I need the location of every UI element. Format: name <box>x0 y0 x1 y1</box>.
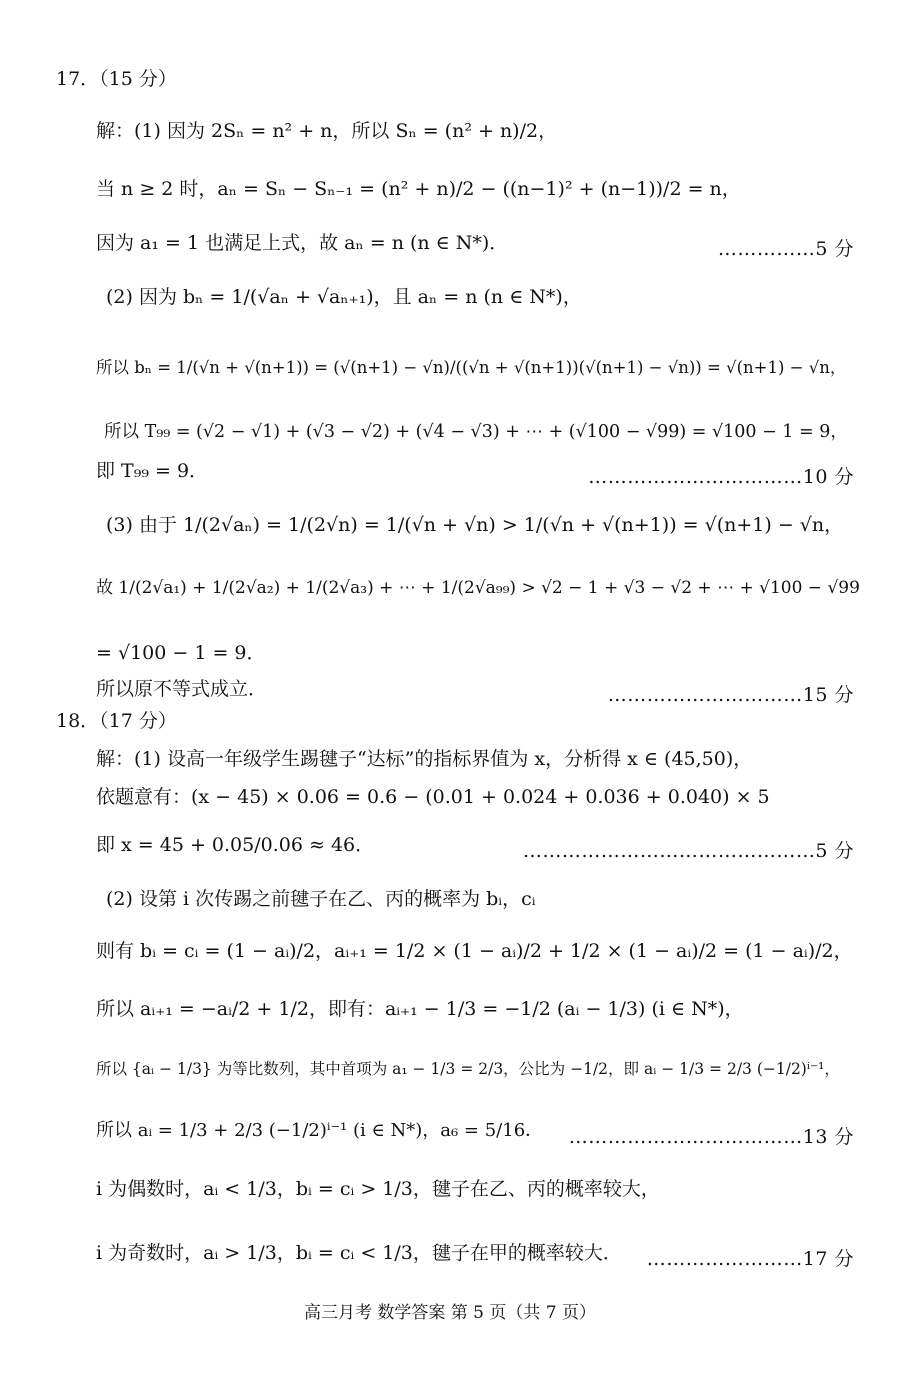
solution-text: 依题意有：(x − 45) × 0.06 = 0.6 − (0.01 + 0.024 + 0.036 + 0.040) × 5 <box>96 786 770 808</box>
solution-text: 所以 aᵢ₊₁ = −aᵢ/2 + 1/2，即有：aᵢ₊₁ − 1/3 = −1/2 (aᵢ − 1/3) (i ∈ N*)， <box>96 998 744 1020</box>
solution-text: i 为偶数时，aᵢ < 1/3，bᵢ = cᵢ > 1/3，毽子在乙、丙的概率较大， <box>96 1178 660 1200</box>
solution-text: 解：(1) 设高一年级学生踢毽子“达标”的指标界值为 x，分析得 x ∈ (45,50)， <box>96 748 753 770</box>
score-marker: ……………………17 分 <box>646 1248 854 1270</box>
score-marker: ………………………………13 分 <box>568 1126 854 1148</box>
solution-line <box>0 1166 900 1226</box>
solution-line <box>0 498 900 558</box>
solution-text: 所以 {aᵢ − 1/3} 为等比数列，其中首项为 a₁ − 1/3 = 2/3，公比为 −1/2，即 aᵢ − 1/3 = 2/3 (−1/2)ⁱ⁻¹， <box>96 1060 840 1078</box>
solution-line <box>0 566 900 626</box>
solution-text: 即 T₉₉ = 9． <box>96 460 209 482</box>
solution-text: (2) 因为 bₙ = 1/(√aₙ + √aₙ₊₁)，且 aₙ = n (n ∈ N*)， <box>106 286 582 308</box>
solution-text: 故 1/(2√a₁) + 1/(2√a₂) + 1/(2√a₃) + ⋯ + 1/(2√a₉₉) > √2 − 1 + √3 − √2 + ⋯ + √100 − √99 <box>96 578 860 598</box>
page-footer: 高三月考 数学答案 第 5 页（共 7 页） <box>303 1303 597 1323</box>
solution-text: 所以 aᵢ = 1/3 + 2/3 (−1/2)ⁱ⁻¹ (i ∈ N*)，a₆ = 5/16． <box>96 1120 544 1141</box>
solution-text: 解：(1) 因为 2Sₙ = n² + n，所以 Sₙ = (n² + n)/2， <box>96 120 558 142</box>
solution-line <box>0 990 900 1050</box>
solution-text: 当 n ≥ 2 时，aₙ = Sₙ − Sₙ₋₁ = (n² + n)/2 − ((n−1)² + (n−1))/2 = n， <box>96 178 741 200</box>
solution-text: 所以 T₉₉ = (√2 − √1) + (√3 − √2) + (√4 − √3) + ⋯ + (√100 − √99) = √100 − 1 = 9， <box>104 422 848 442</box>
solution-text: (3) 由于 1/(2√aₙ) = 1/(2√n) = 1/(√n + √n) > 1/(√n + √(n+1)) = √(n+1) − √n， <box>106 514 844 536</box>
solution-line <box>0 930 900 990</box>
problem-header: 17．（15 分） <box>56 68 177 90</box>
solution-text: 即 x = 45 + 0.05/0.06 ≈ 46． <box>96 834 375 856</box>
solution-line <box>0 102 900 162</box>
solution-text: (2) 设第 i 次传踢之前毽子在乙、丙的概率为 bᵢ，cᵢ <box>106 888 536 910</box>
solution-line <box>0 1050 900 1110</box>
solution-line <box>0 826 900 886</box>
solution-line <box>0 1108 900 1168</box>
solution-line <box>0 340 900 400</box>
solution-line <box>0 160 900 220</box>
score-marker: ……………5 分 <box>717 238 854 260</box>
solution-text: 所以 bₙ = 1/(√n + √(n+1)) = (√(n+1) − √n)/((√n + √(n+1))(√(n+1) − √n)) = √(n+1) − √n， <box>96 358 847 377</box>
solution-text: 所以原不等式成立． <box>96 678 268 700</box>
solution-text: = √100 − 1 = 9． <box>96 642 266 664</box>
score-marker: ……………………………10 分 <box>588 466 854 488</box>
problem-header: 18．（17 分） <box>56 710 177 732</box>
score-marker: ………………………………………5 分 <box>522 840 854 862</box>
solution-text: i 为奇数时，aᵢ > 1/3，bᵢ = cᵢ < 1/3，毽子在甲的概率较大． <box>96 1242 622 1264</box>
score-marker: …………………………15 分 <box>607 684 854 706</box>
solution-text: 则有 bᵢ = cᵢ = (1 − aᵢ)/2，aᵢ₊₁ = 1/2 × (1 − aᵢ)/2 + 1/2 × (1 − aᵢ)/2 = (1 − aᵢ)/2， <box>96 940 853 962</box>
solution-line <box>0 268 900 328</box>
solution-line <box>0 1230 900 1290</box>
solution-text: 因为 a₁ = 1 也满足上式，故 aₙ = n (n ∈ N*)． <box>96 232 509 254</box>
